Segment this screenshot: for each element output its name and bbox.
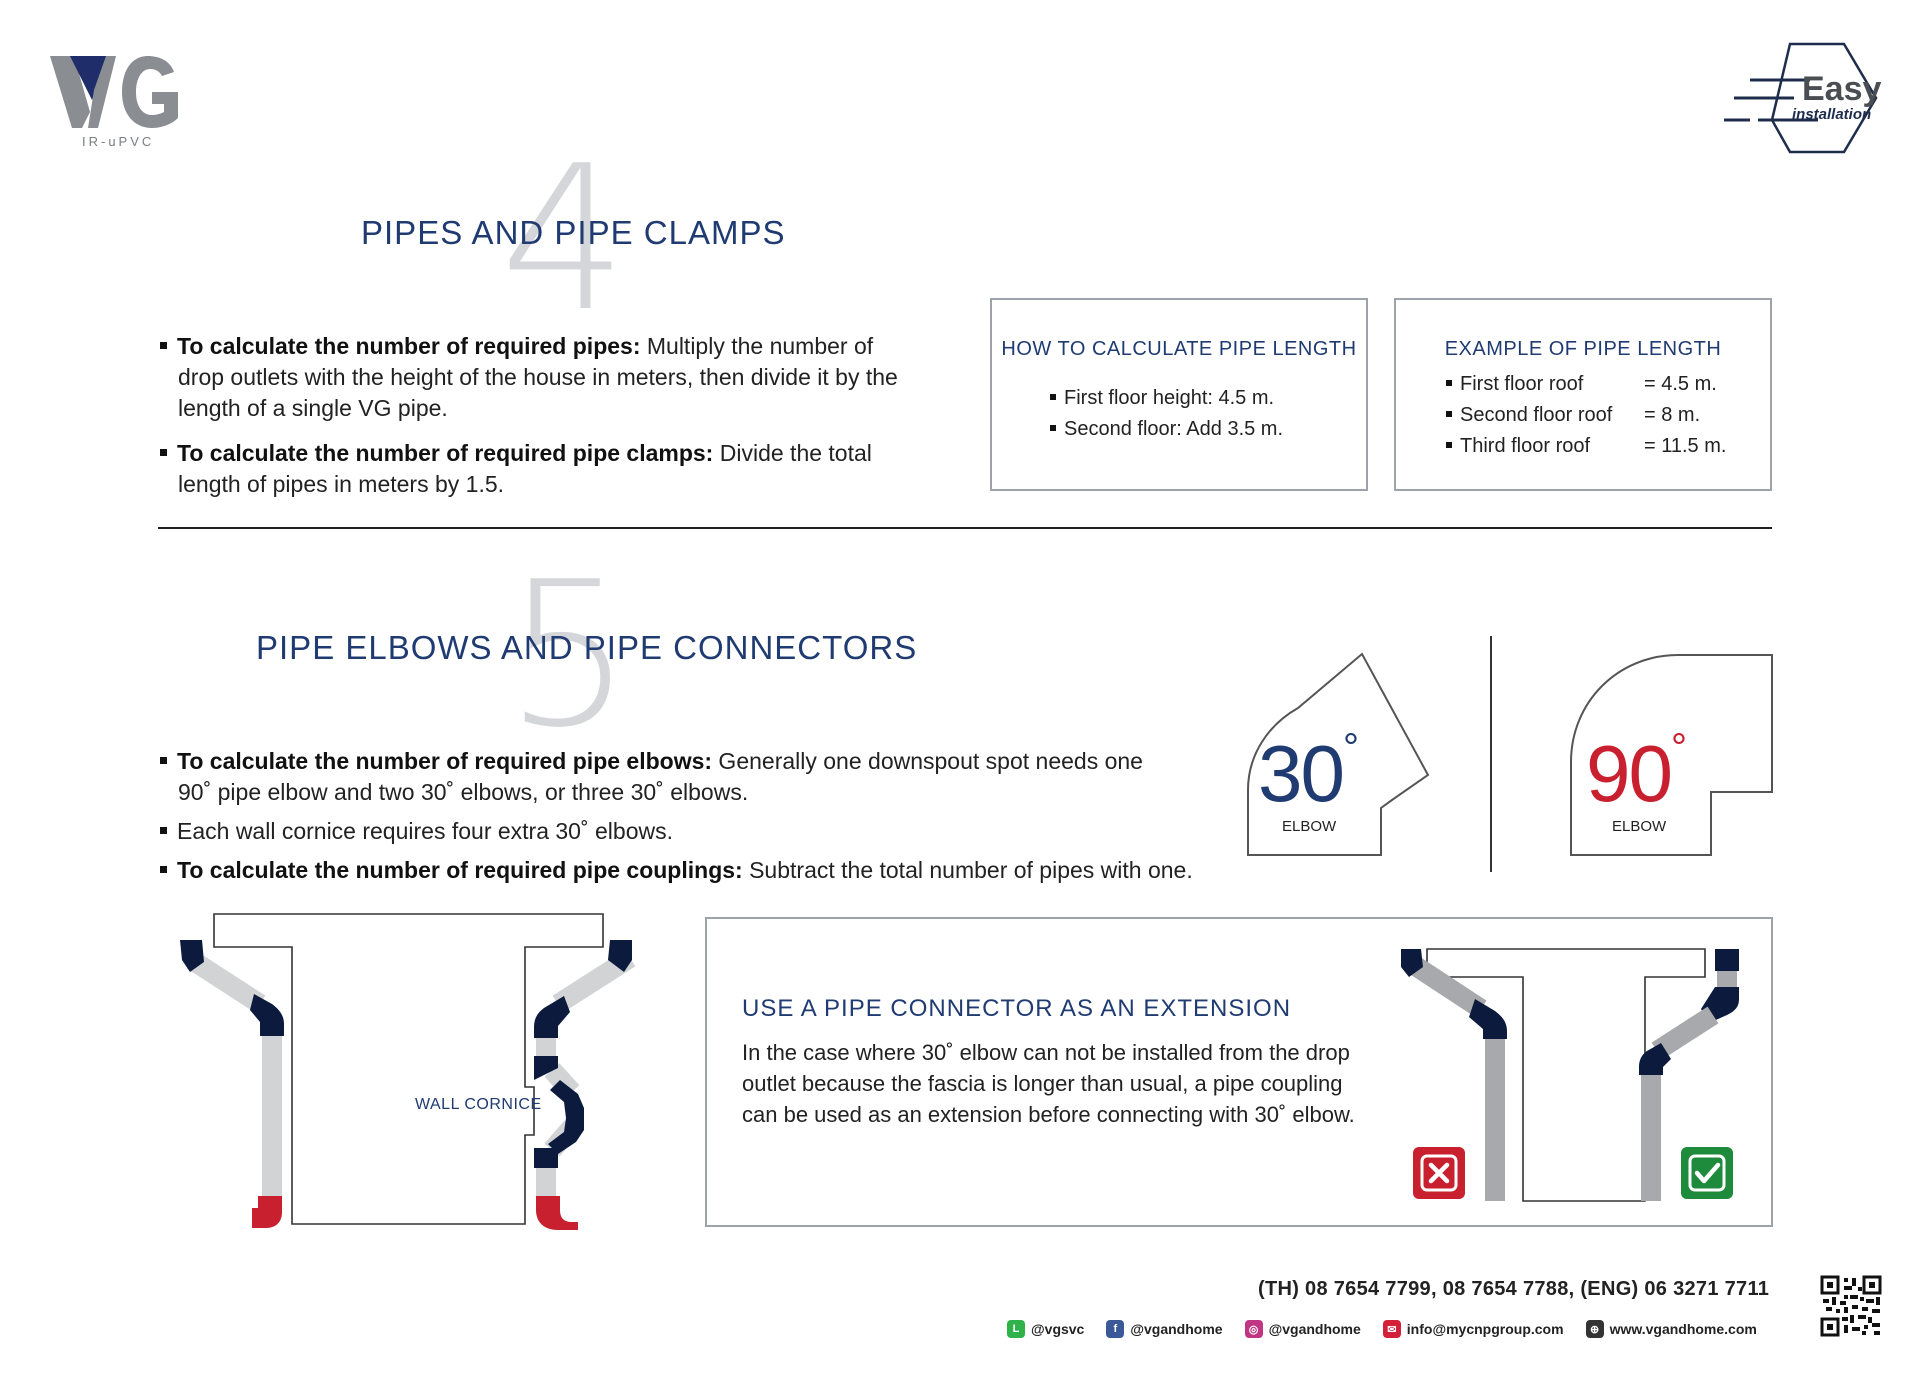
how-item: Second floor: Add 3.5 m. [1050, 414, 1366, 445]
example-row: Second floor roof = 8 m. [1446, 400, 1770, 431]
connector-extension-box [705, 917, 1773, 1227]
line-icon: L [1007, 1320, 1025, 1338]
elbow-30-diagram [1238, 650, 1430, 860]
social-links [1007, 1320, 1757, 1338]
social-facebook[interactable]: f @vgandhome [1106, 1320, 1222, 1338]
bullet-required-couplings: To calculate the number of required pipe couplings: Subtract the total number of pipes with one. [160, 855, 1220, 886]
elbow-30-value: 30° [1258, 726, 1357, 818]
bullet-wall-cornice: Each wall cornice requires four extra 30˚ elbows. [160, 816, 1220, 847]
correct-check-icon [1680, 1146, 1734, 1200]
elbow-30-label: ELBOW [1282, 818, 1337, 835]
wall-cornice-diagram [180, 912, 640, 1232]
wall-cornice-illustration [180, 912, 640, 1232]
section-divider [158, 527, 1772, 529]
badge-title: Easy [1802, 70, 1882, 108]
connector-body: In the case where 30˚ elbow can not be installed from the drop outlet because the fascia is longer than usual, a pipe coupling can be used as an extension before connecting with 30˚ elbow. [742, 1040, 1355, 1127]
section-5-title: PIPE ELBOWS AND PIPE CONNECTORS [256, 629, 918, 666]
section-4-title: PIPES AND PIPE CLAMPS [361, 214, 786, 251]
example-row: Third floor roof = 11.5 m. [1446, 431, 1770, 462]
section-5-number: 5 [505, 539, 633, 772]
example-box-title: EXAMPLE OF PIPE LENGTH [1444, 338, 1722, 360]
elbow-90-value: 90° [1586, 726, 1685, 818]
social-line[interactable]: L @vgsvc [1007, 1320, 1084, 1338]
example-row: First floor roof = 4.5 m. [1446, 369, 1770, 400]
wrong-cross-icon [1412, 1146, 1466, 1200]
qr-code-icon[interactable] [1820, 1275, 1882, 1337]
badge-subtitle: installation [1792, 106, 1872, 123]
bullet-required-elbows: To calculate the number of required pipe elbows: Generally one downspout spot needs one 90˚ pipe elbow and two 30˚ elbows, or three 30˚ elbows. [160, 746, 1160, 808]
connector-title: USE A PIPE CONNECTOR AS AN EXTENSION [742, 995, 1292, 1022]
elbow-90-label: ELBOW [1612, 818, 1667, 835]
social-website[interactable]: ⊕ www.vgandhome.com [1586, 1320, 1757, 1338]
easy-installation-badge [1722, 40, 1882, 156]
wall-cornice-label: WALL CORNICE [415, 1096, 542, 1113]
logo-subtitle: IR-uPVC [82, 134, 155, 149]
how-to-calculate-box [990, 298, 1368, 491]
web-icon: ⊕ [1586, 1320, 1604, 1338]
vg-logo [48, 50, 188, 150]
how-box-title: HOW TO CALCULATE PIPE LENGTH [1001, 338, 1357, 360]
section-4-number: 4 [500, 123, 628, 356]
example-pipe-length-box [1394, 298, 1772, 491]
social-email[interactable]: ✉ info@mycnpgroup.com [1383, 1320, 1564, 1338]
bullet-required-pipes: To calculate the number of required pipes: Multiply the number of drop outlets with the height of the house in meters, then divide it by the length of a single VG pipe. [160, 331, 915, 424]
section-4-bullets [160, 331, 915, 500]
elbow-90-diagram [1568, 652, 1774, 858]
section-5-bullets [160, 746, 1220, 886]
email-icon: ✉ [1383, 1320, 1401, 1338]
vg-logo-mark [48, 50, 188, 130]
facebook-icon: f [1106, 1320, 1124, 1338]
bullet-required-clamps: To calculate the number of required pipe clamps: Divide the total length of pipes in meters by 1.5. [160, 438, 915, 500]
social-instagram[interactable]: ◎ @vgandhome [1245, 1320, 1361, 1338]
how-item: First floor height: 4.5 m. [1050, 383, 1366, 414]
elbow-divider [1490, 636, 1492, 872]
instagram-icon: ◎ [1245, 1320, 1263, 1338]
contact-phones: (TH) 08 7654 7799, 08 7654 7788, (ENG) 06 3271 7711 [1258, 1278, 1770, 1300]
